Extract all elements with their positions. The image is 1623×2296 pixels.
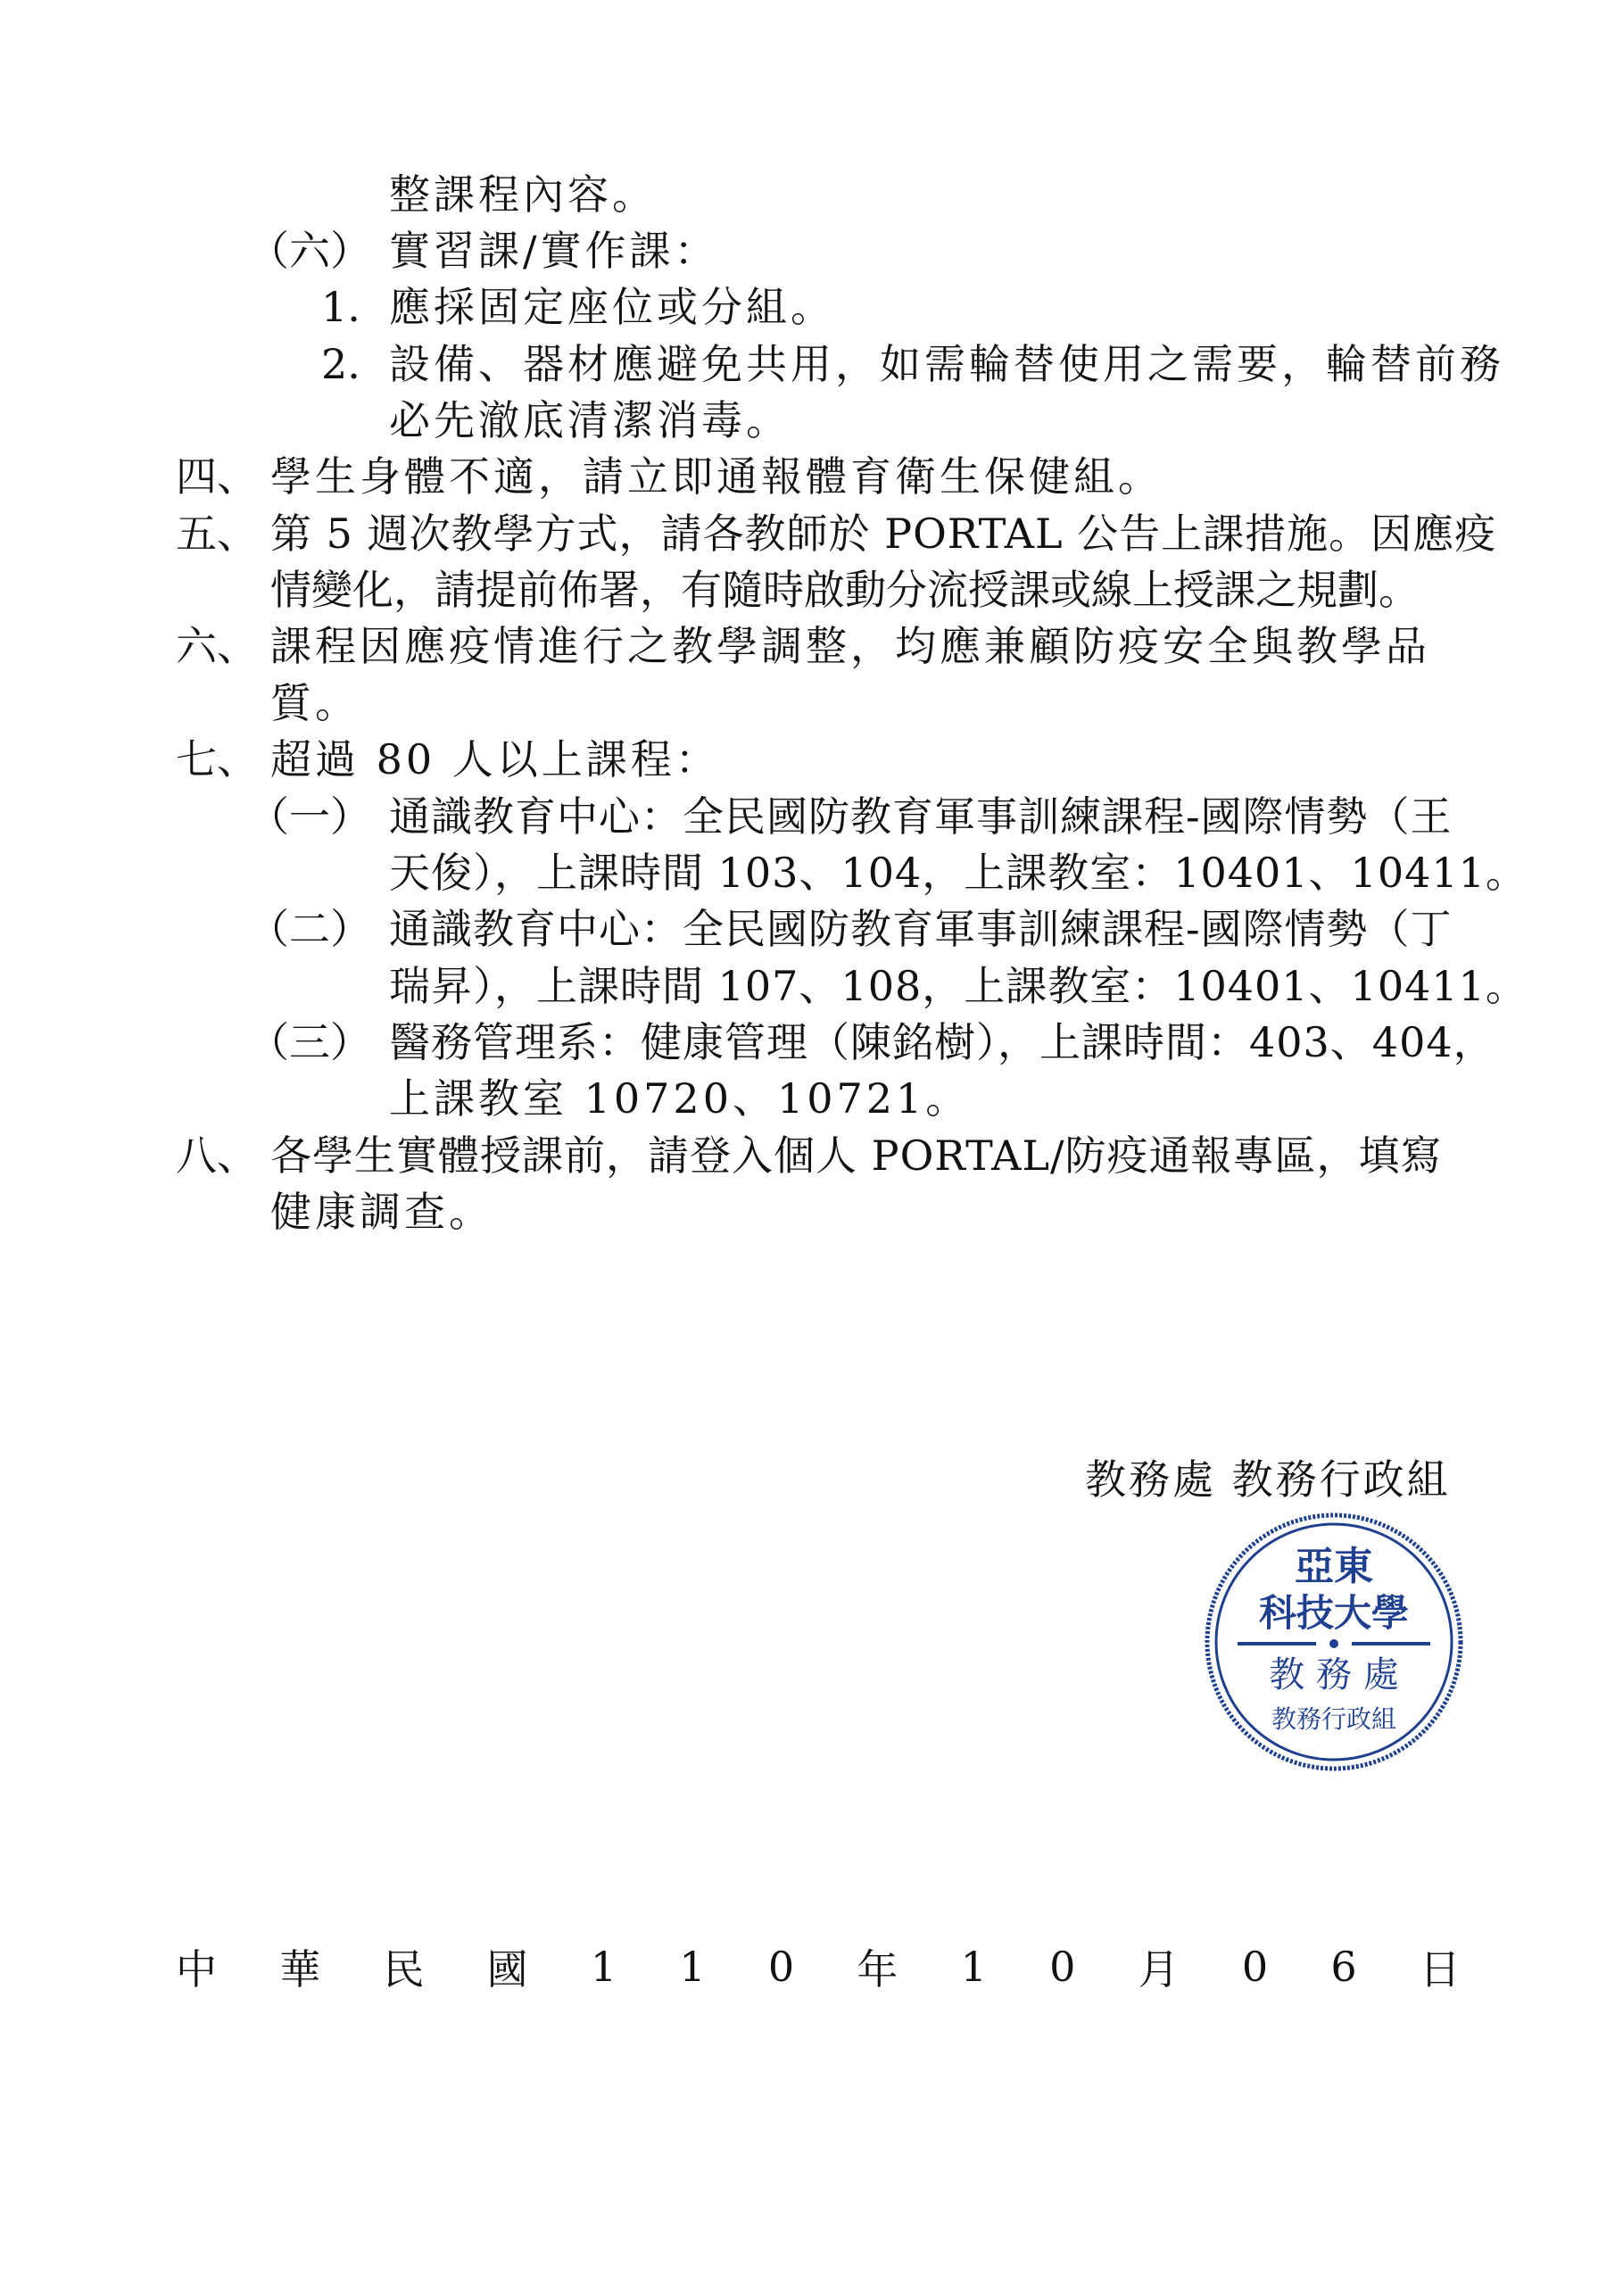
body-line: 天俊），上課時間 103、104，上課教室：10401、10411。 — [389, 849, 1528, 897]
item-marker: 1. — [321, 283, 360, 331]
body-line: 通識教育中心：全民國防教育軍事訓練課程-國際情勢（王 — [389, 792, 1453, 841]
body-line: 實習課/實作課： — [389, 227, 719, 275]
seal-line-4: 教務行政組 — [1271, 1704, 1397, 1734]
section-marker: 七、 — [176, 735, 258, 783]
date-char: 華 — [279, 1945, 321, 1993]
date-char: 1 — [590, 1943, 617, 1991]
body-line: 設備、器材應避免共用，如需輪替使用之需要，輪替前務 — [389, 340, 1504, 388]
body-line: 課程因應疫情進行之教學調整，均應兼顧防疫安全與教學品 — [270, 622, 1430, 670]
date-char: 6 — [1330, 1943, 1357, 1991]
date-char: 中 — [176, 1945, 217, 1993]
seal-line-1: 亞東 — [1295, 1544, 1373, 1589]
signature-unit: 教務處 教務行政組 — [1085, 1455, 1451, 1504]
body-line: 通識教育中心：全民國防教育軍事訓練課程-國際情勢（丁 — [389, 905, 1453, 953]
seal-line-2: 科技大學 — [1258, 1591, 1410, 1635]
section-marker: 四、 — [176, 452, 258, 501]
date-char: 0 — [1241, 1943, 1269, 1991]
body-line: 瑞昇），上課時間 107、108，上課教室：10401、10411。 — [389, 962, 1528, 1010]
date-char: 日 — [1419, 1945, 1461, 1993]
section-marker: 六、 — [176, 622, 258, 670]
body-line: 醫務管理系：健康管理（陳銘樹），上課時間：403、404， — [389, 1018, 1495, 1066]
item-marker: （三） — [248, 1018, 371, 1066]
body-line: 學生身體不適，請立即通報體育衛生保健組。 — [270, 452, 1163, 501]
item-marker: （一） — [248, 792, 371, 841]
item-marker: （二） — [248, 905, 371, 953]
seal-divider-dot — [1329, 1639, 1338, 1648]
body-line: 超過 80 人以上課程： — [270, 735, 720, 783]
official-seal — [1200, 1508, 1468, 1776]
date-char: 年 — [857, 1945, 898, 1993]
date-char: 1 — [679, 1943, 706, 1991]
seal-line-3: 教 務 處 — [1269, 1654, 1399, 1695]
date-char: 國 — [486, 1945, 528, 1993]
body-line: 情變化，請提前佈署，有隨時啟動分流授課或線上授課之規劃。 — [270, 566, 1420, 614]
date-char: 0 — [767, 1943, 795, 1991]
body-line: 質。 — [270, 679, 360, 727]
date-char: 民 — [383, 1945, 425, 1993]
body-line: 必先澈底清潔消毒。 — [389, 396, 791, 444]
date-char: 1 — [960, 1943, 987, 1991]
date-char: 0 — [1049, 1943, 1076, 1991]
body-line: 健康調查。 — [270, 1188, 493, 1236]
item-marker: （六） — [248, 227, 371, 275]
item-marker: 2. — [321, 340, 360, 388]
section-marker: 八、 — [176, 1131, 258, 1180]
body-line: 上課教室 10720、10721。 — [389, 1074, 971, 1123]
body-line: 第 5 週次教學方式，請各教師於 PORTAL 公告上課措施。因應疫 — [270, 510, 1497, 558]
date-char: 月 — [1138, 1945, 1180, 1993]
document-date — [176, 1938, 1461, 1995]
body-line: 整課程內容。 — [389, 170, 657, 219]
body-line: 各學生實體授課前，請登入個人 PORTAL/防疫通報專區，填寫 — [270, 1131, 1443, 1180]
body-line: 應採固定座位或分組。 — [389, 283, 835, 331]
section-marker: 五、 — [176, 510, 258, 558]
